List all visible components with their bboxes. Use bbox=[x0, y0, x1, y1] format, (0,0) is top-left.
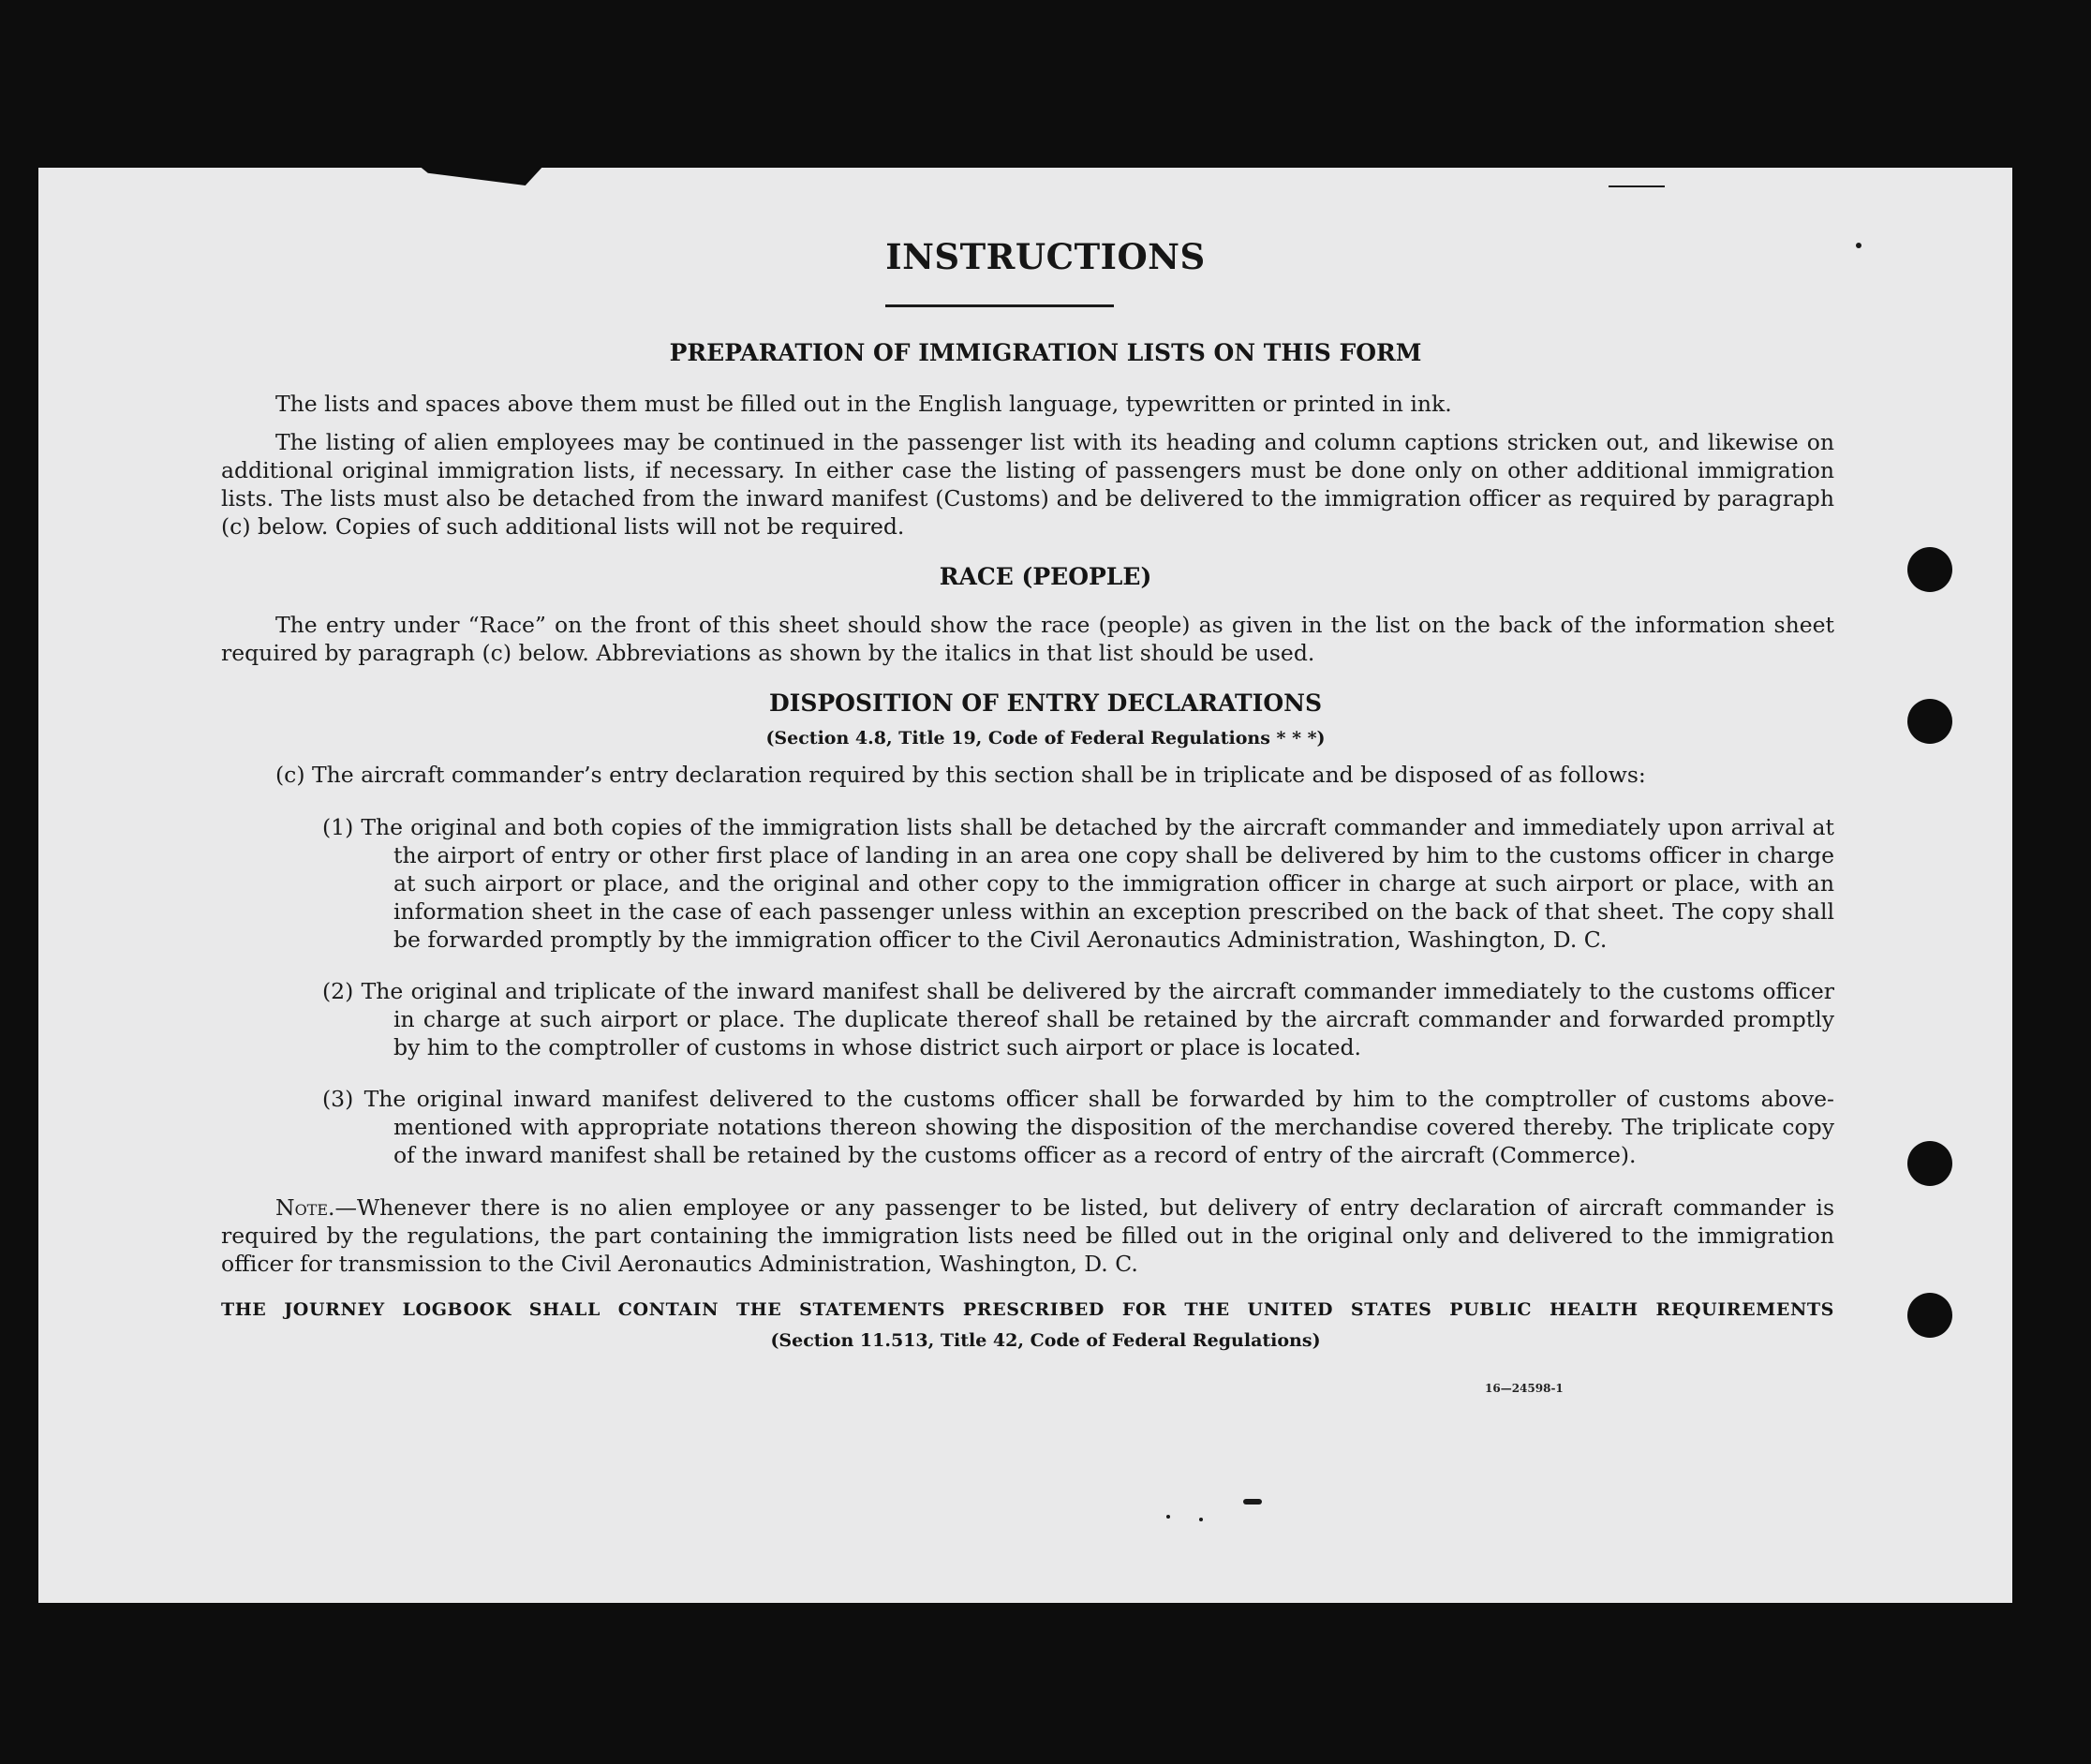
paragraph-race: The entry under “Race” on the front of this sheet should show the race (people) as given in the list on the back of the information sheet required by paragraph (c) below. Abbreviations as shown by the italics in that list should be used. bbox=[221, 612, 1834, 666]
paragraph-preparation-1: The lists and spaces above them must be filled out in the English language, typewritten or printed in ink. bbox=[275, 391, 1452, 417]
speck bbox=[1166, 1515, 1170, 1519]
section-heading-disposition: DISPOSITION OF ENTRY DECLARATIONS bbox=[768, 689, 1323, 717]
list-item-2: (2) The original and triplicate of the inward manifest shall be delivered by the aircraft commander immediately to the customs officer in charge at such airport or place. The duplicate thereof shall be retained by the aircraft commander and forwarded promptly by him to the comptroller of customs in whose district such airport or place is located. bbox=[322, 978, 1834, 1060]
journey-logbook-citation: (Section 11.513, Title 42, Code of Federal Regulations) bbox=[770, 1330, 1321, 1351]
section-subheading-disposition: (Section 4.8, Title 19, Code of Federal Regulations * * *) bbox=[765, 728, 1326, 749]
paragraph-disposition-lead: (c) The aircraft commander’s entry declaration required by this section shall be in triplicate and be disposed of as follows: bbox=[275, 762, 1646, 788]
section-heading-preparation: PREPARATION OF IMMIGRATION LISTS ON THIS FORM bbox=[669, 339, 1422, 366]
speck bbox=[1199, 1518, 1203, 1521]
section-heading-race: RACE (PEOPLE) bbox=[939, 563, 1152, 590]
paragraph-note: Note.—Whenever there is no alien employee or any passenger to be listed, but delivery of entry declaration of aircraft commander is required by the regulations, the part containing the immigration lists need be filled out in the original only and delivered to the immigration officer for transmission to the Civil Aeronautics Administration, Washington, D. C. bbox=[221, 1194, 1834, 1277]
paragraph-preparation-2: The listing of alien employees may be continued in the passenger list with its heading and column captions stricken out, and likewise on additional original immigration lists, if necessary. In either case the listing of passengers must be done only on other additional immigration lists. The lists must also be detached from the inward manifest (Customs) and be delivered to the immigration officer as required by paragraph (c) below. Copies of such additional lists will not be required. bbox=[221, 429, 1834, 540]
list-item-3: (3) The original inward manifest delivered to the customs officer shall be forwarded by him to the comptroller of customs above-mentioned with appropriate notations thereon showing the disposition of the merchandise covered thereby. The triplicate copy of the inward manifest shall be retained by the customs officer as a record of entry of the aircraft (Commerce). bbox=[322, 1086, 1834, 1168]
speck bbox=[1243, 1499, 1262, 1505]
page-title: INSTRUCTIONS bbox=[885, 236, 1206, 277]
form-number: 16—24598-1 bbox=[1485, 1382, 1564, 1395]
journey-logbook-statement: THE JOURNEY LOGBOOK SHALL CONTAIN THE STATEMENTS PRESCRIBED FOR THE UNITED STATES PUBLIC HEALTH REQUIREMENTS bbox=[221, 1299, 1834, 1320]
punch-hole bbox=[1907, 1141, 1952, 1186]
speck bbox=[1609, 185, 1665, 187]
list-item-1: (1) The original and both copies of the immigration lists shall be detached by the aircraft commander and immediately upon arrival at the airport of entry or other first place of landing in an area one copy shall be delivered by him to the customs officer in charge at such airport or place, and the original and other copy to the immigration officer in charge at such airport or place, with an information sheet in the case of each passenger unless within an exception prescribed on the back of that sheet. The copy shall be forwarded promptly by the immigration officer to the Civil Aeronautics Administration, Washington, D. C. bbox=[322, 814, 1834, 953]
title-underline bbox=[885, 304, 1114, 307]
